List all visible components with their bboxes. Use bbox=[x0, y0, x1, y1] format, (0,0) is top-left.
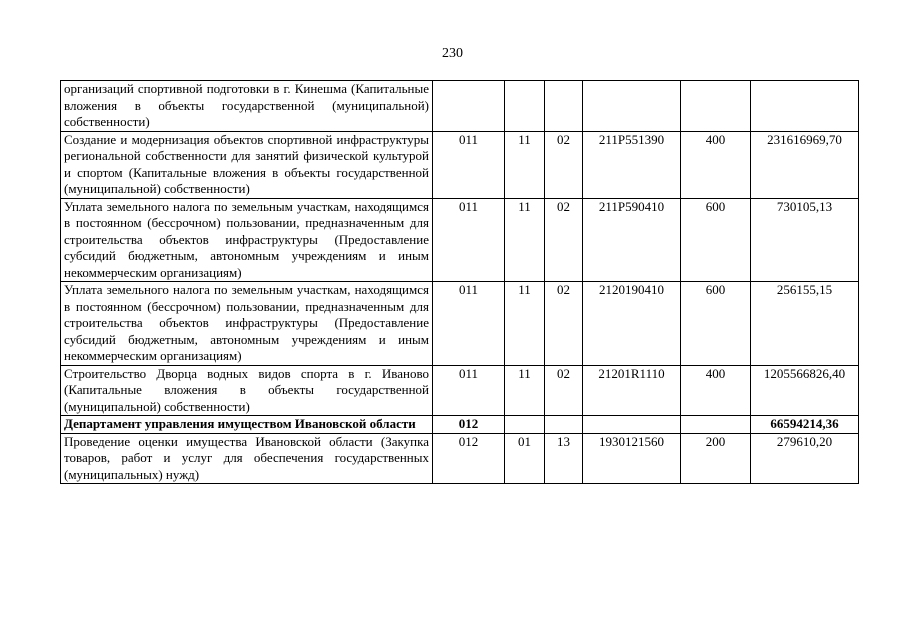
row-description: Создание и модернизация объектов спортивной инфраструктуры региональной собственности для занятий физической культурой и спортом (Капитальные вложения в объекты государственной (муниципальной) собственности) bbox=[61, 131, 433, 198]
row-target-article: 2120190410 bbox=[583, 282, 681, 366]
row-subsection-code: 02 bbox=[545, 131, 583, 198]
row-ministry-code: 011 bbox=[433, 365, 505, 416]
row-section-code: 11 bbox=[505, 131, 545, 198]
row-target-article: 211P590410 bbox=[583, 198, 681, 282]
row-section-code bbox=[505, 81, 545, 132]
row-ministry-code: 011 bbox=[433, 282, 505, 366]
row-amount: 256155,15 bbox=[751, 282, 859, 366]
row-subsection-code: 02 bbox=[545, 282, 583, 366]
row-ministry-code: 012 bbox=[433, 416, 505, 434]
table-row bbox=[61, 81, 859, 132]
row-amount: 730105,13 bbox=[751, 198, 859, 282]
table-row bbox=[61, 198, 859, 282]
row-expense-type bbox=[681, 416, 751, 434]
row-expense-type: 600 bbox=[681, 282, 751, 366]
row-amount: 66594214,36 bbox=[751, 416, 859, 434]
row-subsection-code: 02 bbox=[545, 198, 583, 282]
row-section-code: 01 bbox=[505, 433, 545, 484]
page-number: 230 bbox=[442, 46, 463, 61]
row-section-code: 11 bbox=[505, 282, 545, 366]
row-target-article bbox=[583, 416, 681, 434]
row-description: Проведение оценки имущества Ивановской области (Закупка товаров, работ и услуг для обеспечения государственных (муниципальных) нужд) bbox=[61, 433, 433, 484]
row-expense-type: 600 bbox=[681, 198, 751, 282]
table-row bbox=[61, 365, 859, 416]
row-ministry-code: 011 bbox=[433, 198, 505, 282]
row-target-article: 211P551390 bbox=[583, 131, 681, 198]
row-amount bbox=[751, 81, 859, 132]
row-amount: 231616969,70 bbox=[751, 131, 859, 198]
row-expense-type: 200 bbox=[681, 433, 751, 484]
row-subsection-code: 13 bbox=[545, 433, 583, 484]
table-row bbox=[61, 433, 859, 484]
row-target-article bbox=[583, 81, 681, 132]
table-row bbox=[61, 131, 859, 198]
row-ministry-code bbox=[433, 81, 505, 132]
row-amount: 1205566826,40 bbox=[751, 365, 859, 416]
table-row bbox=[61, 416, 859, 434]
table-body bbox=[61, 81, 859, 484]
row-description: Уплата земельного налога по земельным участкам, находящимся в постоянном (бессрочном) пользовании, предназначенным для строительства объектов инфраструктуры (Предоставление субсидий бюджетным, автономным учреждениям и иным некоммерческим организациям) bbox=[61, 198, 433, 282]
row-target-article: 1930121560 bbox=[583, 433, 681, 484]
row-section-code bbox=[505, 416, 545, 434]
row-target-article: 21201R1110 bbox=[583, 365, 681, 416]
row-amount: 279610,20 bbox=[751, 433, 859, 484]
row-subsection-code bbox=[545, 416, 583, 434]
table-row bbox=[61, 282, 859, 366]
row-description: Департамент управления имуществом Ивановской области bbox=[61, 416, 433, 434]
row-expense-type: 400 bbox=[681, 365, 751, 416]
row-description: Строительство Дворца водных видов спорта в г. Иваново (Капитальные вложения в объекты государственной (муниципальной) собственности) bbox=[61, 365, 433, 416]
row-subsection-code: 02 bbox=[545, 365, 583, 416]
row-section-code: 11 bbox=[505, 365, 545, 416]
row-description: Уплата земельного налога по земельным участкам, находящимся в постоянном (бессрочном) пользовании, предназначенным для строительства объектов инфраструктуры (Предоставление субсидий бюджетным, автономным учреждениям и иным некоммерческим организациям) bbox=[61, 282, 433, 366]
row-description: организаций спортивной подготовки в г. Кинешма (Капитальные вложения в объекты государственной (муниципальной) собственности) bbox=[61, 81, 433, 132]
row-section-code: 11 bbox=[505, 198, 545, 282]
row-subsection-code bbox=[545, 81, 583, 132]
row-expense-type bbox=[681, 81, 751, 132]
row-ministry-code: 012 bbox=[433, 433, 505, 484]
row-expense-type: 400 bbox=[681, 131, 751, 198]
budget-table bbox=[60, 80, 859, 484]
row-ministry-code: 011 bbox=[433, 131, 505, 198]
